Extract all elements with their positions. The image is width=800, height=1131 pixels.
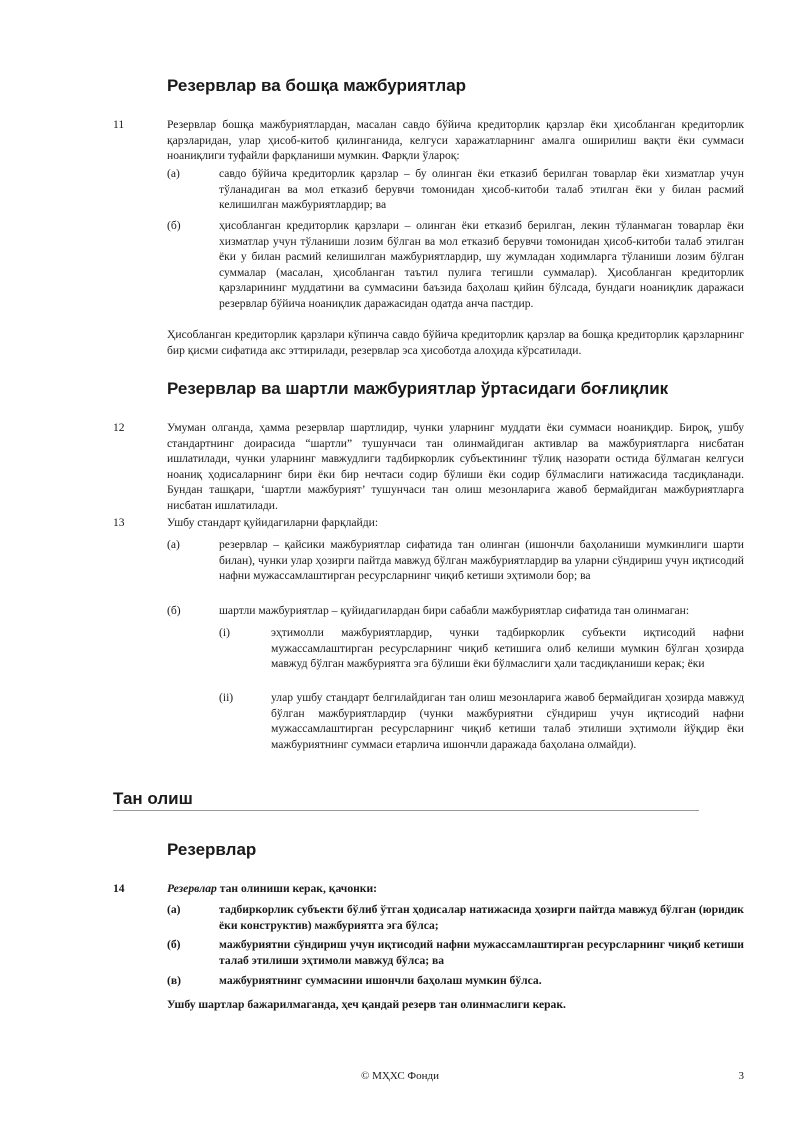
- list-item-a: [167, 537, 744, 584]
- page-number: 3: [738, 1070, 744, 1082]
- paragraph-number: 14: [113, 882, 125, 895]
- paragraph-14: [113, 881, 744, 897]
- paragraph-text: Умуман олганда, ҳамма резервлар шартлидир, чунки уларнинг муддати ёки суммаси ноаниқдир. Бироқ, ушбу стандартнинг доирасида “шартли” тушунчаси тан олинмайдиган активлар ва мажбуриятларга нисбатан ишлатилади, чунки уларнинг мавжудлиги тадбиркорлик субъектининг тўлиқ назорати остида бўлмаган келгуси ноаниқ ҳодисаларнинг бири ёки бир нечтаси содир бўлиши ёки содир бўлмаслиги натижасида тасдиқланади. Бундан ташқари, ‘шартли мажбурият’ тушунчаси тан олиш мезонларига жавоб бермайдиган мажбуриятларга нисбатан ишлатилади.: [167, 421, 744, 512]
- list-marker: (б): [167, 219, 181, 232]
- major-heading-recognition: Тан олиш: [113, 789, 699, 811]
- list-item-c: [167, 973, 744, 989]
- paragraph-13: [113, 515, 744, 531]
- paragraph-text: Резервлар бошқа мажбуриятлардан, масалан савдо бўйича кредиторлик қарзлар ёки ҳисобланган кредиторлик қарзларидан, улар ҳисоб-китоб қилинганида, келгуси харажатларнинг амалга оширилиш вақти ёки суммаси ноаниқлиги туфайли фарқланиши мумкин. Фарқли ўлароқ:: [167, 118, 744, 163]
- sub-item-ii: [219, 690, 744, 752]
- paragraph-lead-term: Резервлар: [167, 882, 217, 895]
- paragraph-number: 11: [113, 118, 125, 131]
- list-item-a: [167, 902, 744, 933]
- list-item-text: савдо бўйича кредиторлик қарзлар – бу олинган ёки етказиб берилган товарлар ёки хизматлар учун тўланадиган ва мол етказиб берувчи томонидан ҳисоб-китоби талаб этилган ёки у билан расмий келишилган мажбуриятлардир; ва: [219, 167, 744, 212]
- paragraph-14-closing: Ушбу шартлар бажарилмаганда, ҳеч қандай резерв тан олинмаслиги керак.: [167, 998, 566, 1011]
- list-item-a: [167, 166, 744, 213]
- list-item-text: мажбуриятнинг суммасини ишончли баҳолаш мумкин бўлса.: [219, 974, 542, 987]
- list-item-text: ҳисобланган кредиторлик қарзлари – олинган ёки етказиб берилган, лекин тўланмаган товарлар ёки хизматлар учун тўланиши лозим бўлган ва мол етказиб берувчи томонидан ҳисоб-китоби талаб этилган ёки у билан расмий келишилган мажбуриятлардир, шу жумладан ходимларга тўланиши лозим бўлган суммалар (масалан, ҳисобланган таътил пулига тегишли суммалар). Ҳисобланган кредиторлик қарзларининг муддатини ва суммасини баъзида баҳолаш қийин бўлсада, бундаги ноаниқлик даражаси резервлар бўйича ноаниқлик даражасидан одатда анча пастдир.: [219, 219, 744, 310]
- sub-list-marker: (ii): [219, 691, 234, 704]
- list-item-text: шартли мажбуриятлар – қуйидагилардан бири сабабли мажбуриятлар сифатида тан олинмаган:: [219, 604, 690, 617]
- list-item-b: [167, 937, 744, 968]
- list-marker: (в): [167, 974, 181, 987]
- section-heading-reserves-and-other: Резервлар ва бошқа мажбуриятлар: [167, 76, 467, 95]
- paragraph-number: 12: [113, 421, 125, 434]
- list-marker: (б): [167, 938, 181, 951]
- list-marker: (б): [167, 604, 181, 617]
- footer-copyright: © МҲХС Фонди: [360, 1070, 439, 1082]
- list-item-b: [167, 603, 744, 619]
- sub-list-marker: (i): [219, 626, 230, 639]
- sub-item-i: [219, 625, 744, 672]
- paragraph-11-closing: Ҳисобланган кредиторлик қарзлари кўпинча савдо бўйича кредиторлик қарзлар ва бошқа кредиторлик қарзларнинг бир қисми сифатида акс эттирилади, резервлар эса ҳисоботда алоҳида кўрсатилади.: [167, 328, 744, 357]
- list-item-text: резервлар – қайсики мажбуриятлар сифатида тан олинган (ишончли баҳоланиши мумкинлиги шарти билан), чунки улар ҳозирги пайтда мавжуд бўлган мажбуриятлардир ва уларни сўндириш учун иқтисодий нафни мужассамлаштирган ресурсларнинг чиқиб кетиши эҳтимоли бор; ва: [219, 538, 744, 583]
- list-item-b: [167, 218, 744, 312]
- section-heading-relationship: Резервлар ва шартли мажбуриятлар ўртасидаги боғлиқлик: [167, 379, 669, 398]
- list-marker: (а): [167, 538, 180, 551]
- paragraph-text: [167, 881, 744, 897]
- sub-item-text: улар ушбу стандарт белгилайдиган тан олиш мезонларига жавоб бермайдиган ҳозирда мавжуд бўлган мажбуриятлардир (чунки мажбуриятни сўндириш учун иқтисодий нафни мужассамлаштирган ресурсларнинг чиқиб кетиши талаб этилиши эҳтимоли йўқдир ёки мажбуриятнинг суммаси етарлича ишончли даражада баҳолана олмайди).: [271, 691, 744, 751]
- paragraph-11: [113, 117, 744, 164]
- paragraph-lead-rest: тан олиниши керак, қачонки:: [216, 882, 378, 895]
- paragraph-text: Ушбу стандарт қуйидагиларни фарқлайди:: [167, 516, 379, 529]
- sub-item-text: эҳтимолли мажбуриятлардир, чунки тадбиркорлик субъекти иқтисодий нафни мужассамлаштирган ресурсларнинг чиқиб кетишига олиб келиши мумкин бўлган ҳозирда мавжуд бўлган мажбуриятга эга бўлиши ёки бўлмаслиги ҳали тасдиқланиши керак; ёки: [271, 626, 744, 671]
- section-heading-reserves: Резервлар: [167, 840, 257, 859]
- list-marker: (а): [167, 903, 181, 916]
- list-item-text: мажбуриятни сўндириш учун иқтисодий нафни мужассамлаштирган ресурсларнинг чиқиб кетиши талаб этилиши эҳтимоли мавжуд бўлса; ва: [219, 938, 744, 967]
- list-item-text: тадбиркорлик субъекти бўлиб ўтган ҳодисалар натижасида ҳозирги пайтда мавжуд бўлган (юридик ёки конструктив) мажбуриятга эга бўлса;: [219, 903, 744, 932]
- paragraph-12: [113, 420, 744, 514]
- paragraph-number: 13: [113, 516, 125, 529]
- list-marker: (а): [167, 167, 180, 180]
